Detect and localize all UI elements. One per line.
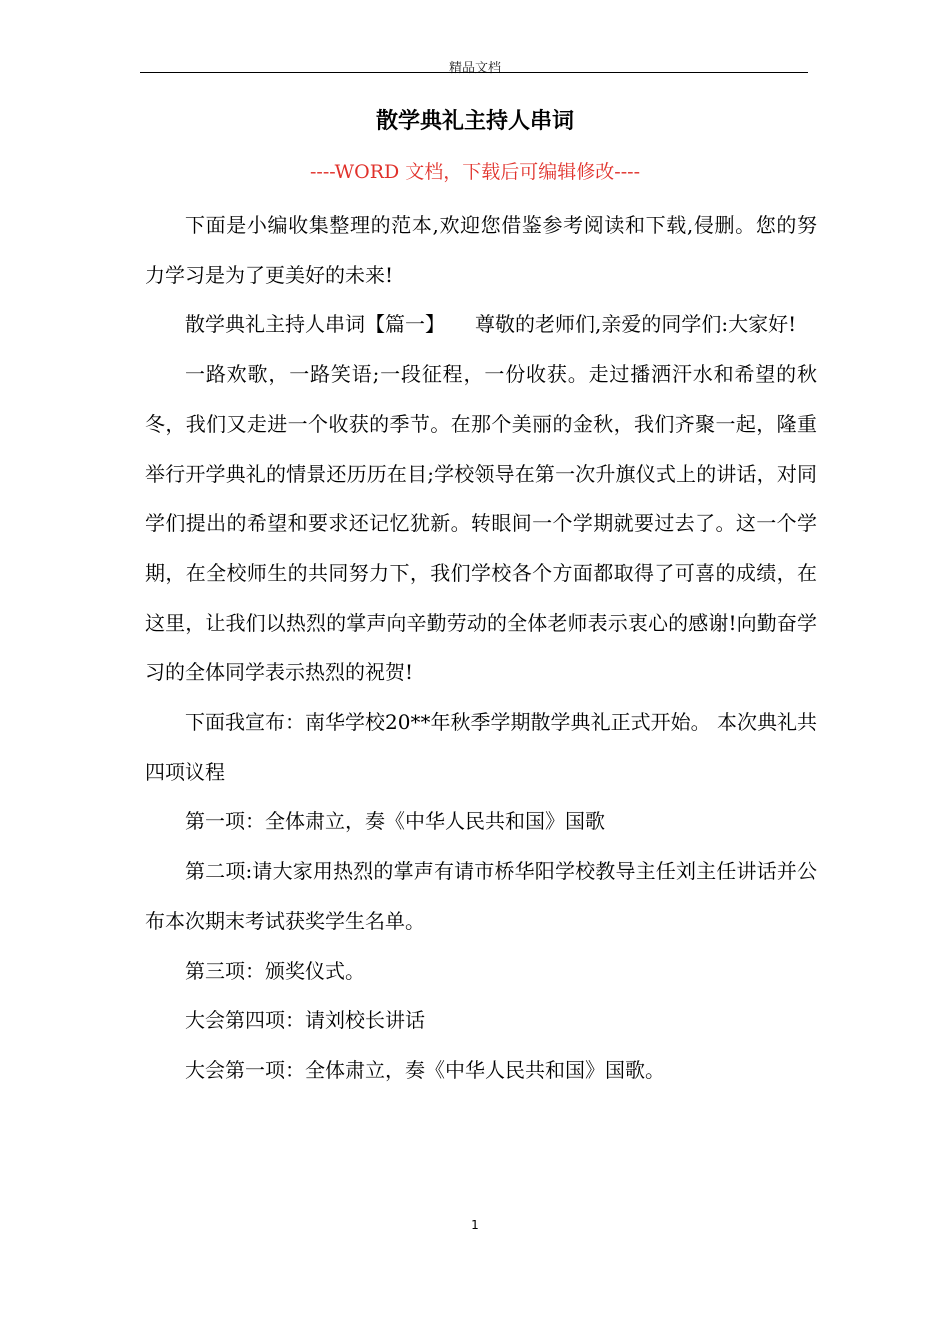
- page-header: 精品文档: [448, 61, 501, 76]
- document-body: [145, 201, 817, 1096]
- paragraph: 第二项:请大家用热烈的掌声有请市桥华阳学校教导主任刘主任讲话并公布本次期末考试获奖学生名单。: [145, 859, 817, 933]
- document-title: 散学典礼主持人串词: [375, 108, 574, 134]
- page-number: 1: [471, 1218, 479, 1232]
- header-divider: [140, 72, 808, 73]
- paragraph: 大会第四项：请刘校长讲话: [185, 1008, 425, 1033]
- paragraph: 一路欢歌，一路笑语;一段征程，一份收获。走过播洒汗水和希望的秋冬，我们又走进一个收获的季节。在那个美丽的金秋，我们齐聚一起，隆重举行开学典礼的情景还历历在目;学校领导在第一次升旗仪式上的讲话，对同学们提出的希望和要求还记忆犹新。转眼间一个学期就要过去了。这一个学期，在全校师生的共同努力下，我们学校各个方面都取得了可喜的成绩，在这里，让我们以热烈的掌声向辛勤劳动的全体老师表示衷心的感谢!向勤奋学习的全体同学表示热烈的祝贺!: [145, 362, 817, 685]
- paragraph: 散学典礼主持人串词【篇一】 尊敬的老师们,亲爱的同学们:大家好!: [185, 312, 797, 337]
- paragraph: 大会第一项：全体肃立，奏《中华人民共和国》国歌。: [185, 1057, 665, 1082]
- paragraph: 下面我宣布：南华学校20**年秋季学期散学典礼正式开始。 本次典礼共四项议程: [145, 710, 817, 784]
- paragraph: 第一项：全体肃立，奏《中华人民共和国》国歌: [185, 809, 605, 834]
- document-subtitle: ----WORD 文档，下载后可编辑修改----: [309, 161, 640, 183]
- paragraph: 第三项：颁奖仪式。: [185, 958, 365, 983]
- paragraph: 下面是小编收集整理的范本,欢迎您借鉴参考阅读和下载,侵删。您的努力学习是为了更美好的未来!: [145, 213, 817, 287]
